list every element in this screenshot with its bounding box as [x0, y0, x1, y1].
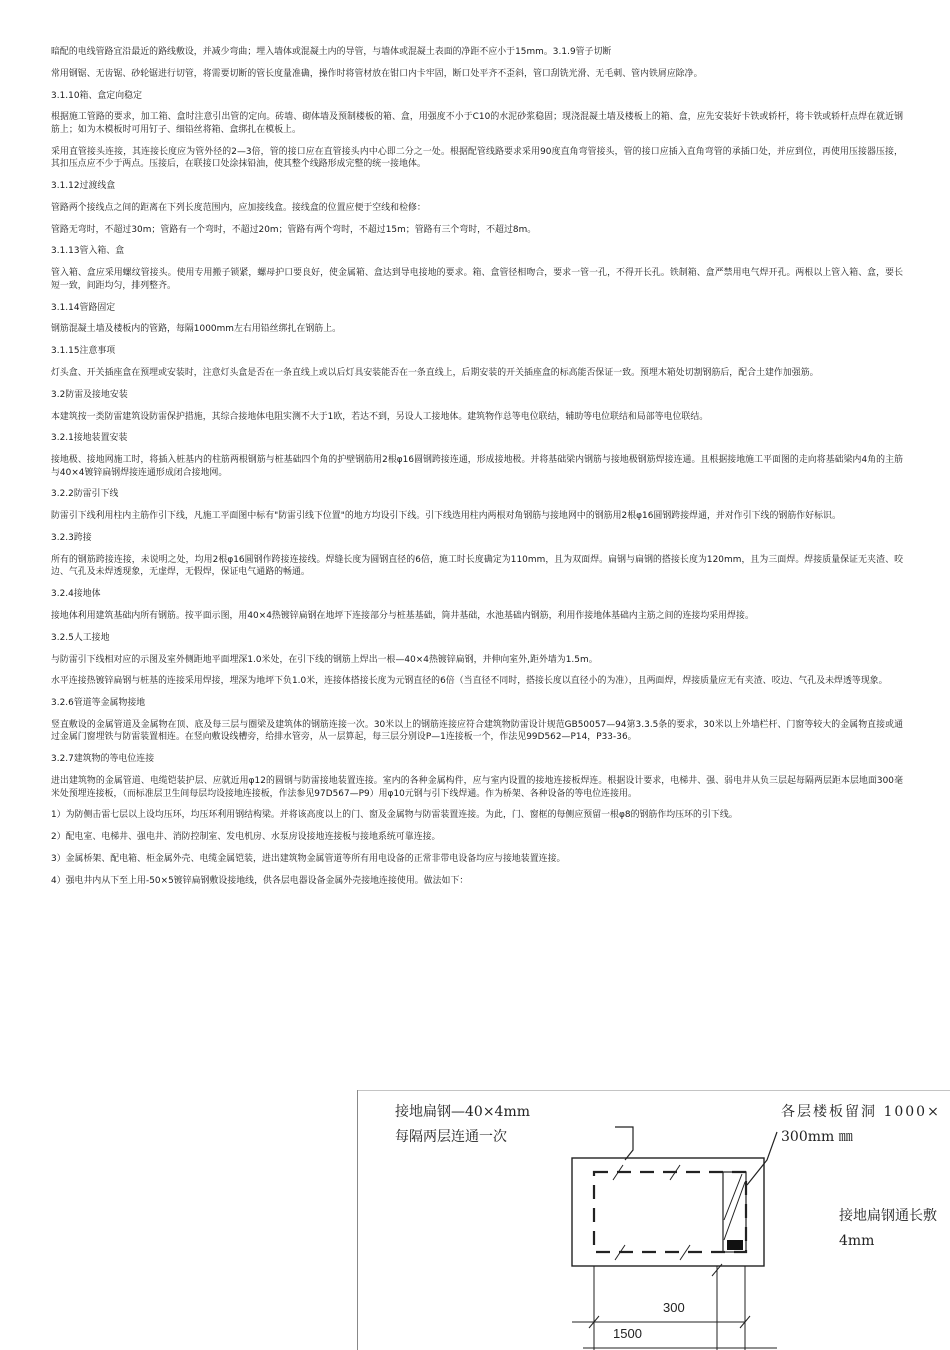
heading-3-1-12: 3.1.12过渡线盒 — [51, 181, 116, 192]
heading-3-2-4: 3.2.4接地体 — [51, 589, 101, 600]
heading-3-2-3: 3.2.3跨接 — [51, 533, 92, 543]
heading-3-2: 3.2防雷及接地安装 — [51, 389, 128, 400]
list-item-3: 3）金属桥架、配电箱、柜金属外壳、电缆金属铠装，进出建筑物金属管道等所有用电设备的正常非带电设备均应与接地装置连接。 — [51, 853, 566, 864]
paragraph-artificial-ground: 与防雷引下线相对应的示图及室外侧距地平面埋深1.0米处，在引下线的钢筋上焊出一根—40×4热镀锌扁钢，并伸向室外,距外墙为1.5m。 — [51, 654, 598, 665]
label-mid-1: 接地扁钢通长敷 — [839, 1208, 937, 1224]
paragraph-pipe-into-box: 管入箱、盒应采用螺纹管接头。使用专用搬子锁紧，螺母护口要良好，使金属箱、盒达到导电接地的要求。箱、盒管径相吻合，要求一管一孔，不得开长孔。铁制箱、盒严禁用电气焊开孔。两根以上管入箱、盒，要长短一致，间距均匀，排列整齐。 — [51, 268, 903, 291]
dim-label-1500: 1500 — [613, 1326, 642, 1341]
label-left-1: 接地扁钢—40×4mm — [395, 1104, 531, 1120]
label-mid-2: 4mm — [839, 1233, 875, 1249]
label-right-2: 300mm ㎜ — [781, 1129, 853, 1145]
grounding-detail-figure — [357, 1090, 950, 1350]
paragraph-pipe-cutting: 常用钢锯、无齿锯、砂轮锯进行切管，将需要切断的管长度量准确，操作时将管材放在钳口内卡牢固，断口处平齐不歪斜，管口刮铣光滑、无毛刺、管内铁屑应除净。 — [51, 68, 703, 79]
paragraph-horizontal-connection: 水平连接热镀锌扁钢与桩基的连接采用焊接，埋深为地坪下负1.0米，连接体搭接长度为元钢直径的6倍（当直径不同时，搭接长度以直径小的为准），且两面焊，焊接质量应无有夹渣、咬边、气孔及未焊透等现象。 — [51, 676, 888, 687]
heading-3-1-13: 3.1.13管入箱、盒 — [51, 246, 125, 257]
label-right-1: 各层楼板留洞 1000× — [781, 1104, 941, 1120]
paragraph-bridging: 所有的钢筋跨接连接，未说明之处，均用2根φ16圆钢作跨接连接线。焊缝长度为圆钢直径的6倍，施工时长度确定为110mm，且为双面焊。扁钢与扁钢的搭接长度为120mm，且为三面焊。焊接质量保证无夹渣、咬边、气孔及未焊透现象，无虚焊，无假焊，保证电气通路的畅通。 — [51, 554, 903, 578]
grounding-detail-drawing — [357, 1090, 950, 1350]
document-body — [51, 46, 903, 897]
heading-3-2-2: 3.2.2防雷引下线 — [51, 489, 119, 500]
heading-3-1-15: 3.1.15注意事项 — [51, 346, 116, 357]
paragraph-notes: 灯头盒、开关插座盒在预埋或安装时，注意灯头盒是否在一条直线上或以后灯具安装能否在一条直线上，后期安装的开关插座盒的标高能否保证一致。预埋木箱处切割钢筋后，配合土建作加强筋。 — [51, 367, 819, 378]
paragraph-metal-grounding: 竖直敷设的金属管道及金属物在顶、底及每三层与圈梁及建筑体的钢筋连接一次。30米以上的钢筋连接应符合建筑物防雷设计规范GB50057—94第3.3.5条的要求，30米以上外墙栏杆、门窗等较大的金属物直接或通过金属门窗埋铁与防雷装置相连。在竖向敷设线槽旁，给排水管旁，从一层算起，每三层分别设P—1连接板一个，作法见99D562—P14，P33-36。 — [51, 719, 903, 743]
paragraph-pipe-routing: 暗配的电线管路宜沿最近的路线敷设，并减少弯曲；埋入墙体或混凝土内的导管，与墙体或混凝土表面的净距不应小于15mm。3.1.9管子切断 — [51, 47, 612, 57]
heading-3-1-10: 3.1.10箱、盒定向稳定 — [51, 90, 143, 101]
list-item-4: 4）强电井内从下至上用-50×5镀锌扁钢敷设接地线，供各层电器设备金属外壳接地连接使用。做法如下： — [51, 875, 469, 886]
paragraph-box-orientation: 根据施工管路的要求，加工箱、盒时注意引出管的定向。砖墙、砌体墙及预制楼板的箱、盒，用强度不小于C10的水泥砂浆稳固；现浇混凝土墙及楼板上的箱、盒，应先安装好卡铁或轿杆，将卡铁或轿杆点焊在就近钢筋上；如为木模板时可用钉子、细铅丝将箱、盒绑扎在模板上。 — [51, 112, 903, 135]
heading-3-2-6: 3.2.6管道等金属物接地 — [51, 698, 146, 709]
paragraph-grounding-body: 接地体利用建筑基础内所有钢筋。按平面示图，用40×4热镀锌扁钢在地坪下连接部分与桩基基础，筒井基础，水池基础内钢筋，利用作接地体基础内主筋之间的连接均采用焊接。 — [51, 610, 754, 621]
paragraph-distance-limits: 管路无弯时，不超过30m；管路有一个弯时，不超过20m；管路有两个弯时，不超过15m；管路有三个弯时，不超过8m。 — [51, 224, 537, 235]
list-item-1: 1）为防侧击雷七层以上设均压环，均压环利用钢结构梁。并将该高度以上的门、窗及金属物与防雷装置连接。为此，门、窗框的每侧应预留一根φ8的钢筋作均压环的引下线。 — [51, 810, 738, 821]
paragraph-straight-joint: 采用直管接头连接，其连接长度应为管外径的2—3倍，管的接口应在直管接头内中心即二分之一处。根据配管线路要求采用90度直角弯管接头，管的接口应插入直角弯管的承插口处，并应到位，再使用压接器压接，其扣压点应不少于两点。压接后，在联接口处涂抹铅油，使其整个线路形成完整的统一接地体。 — [51, 146, 903, 170]
heading-3-2-7: 3.2.7建筑物的等电位连接 — [51, 754, 155, 765]
paragraph-junction-box: 管路两个接线点之间的距离在下列长度范围内，应加接线盒。接线盒的位置应便于空线和检修： — [51, 202, 426, 213]
paragraph-pipe-fixing: 钢筋混凝土墙及楼板内的管路，每隔1000mm左右用铅丝绑扎在钢筋上。 — [51, 324, 342, 335]
grounding-bar — [727, 1240, 743, 1250]
heading-3-2-5: 3.2.5人工接地 — [51, 632, 110, 643]
label-left-2: 每隔两层连通一次 — [395, 1129, 507, 1145]
paragraph-grounding-install: 接地极、接地网施工时，将插入桩基内的柱筋两根钢筋与桩基础四个角的护壁钢筋用2根φ16圆钢跨接连通，形成接地极。并将基础梁内钢筋与接地极钢筋焊接连通。且根据接地施工平面图的走向将基础梁内4角的主筋与40×4镀锌扁钢焊接连通形成闭合接地网。 — [51, 455, 903, 478]
paragraph-down-conductor: 防雷引下线利用柱内主筋作引下线，凡施工平面图中标有"防雷引线下位置"的地方均设引下线。引下线选用柱内两根对角钢筋与接地网中的钢筋用2根φ16圆钢跨接焊通，并对作引下线的钢筋作好标识。 — [51, 511, 841, 522]
paragraph-lightning-class: 本建筑按一类防雷建筑设防雷保护措施，其综合接地体电阻实测不大于1欧，若达不到，另设人工接地体。建筑物作总等电位联结，辅助等电位联结和局部等电位联结。 — [51, 411, 709, 422]
dim-label-300: 300 — [663, 1300, 685, 1315]
heading-3-2-1: 3.2.1接地装置安装 — [51, 433, 128, 444]
paragraph-equipotential: 进出建筑物的金属管道、电缆铠装护层、应就近用φ12的圆钢与防雷接地装置连接。室内的各种金属构件，应与室内设置的接地连接板焊连。根据设计要求，电梯井、强、弱电井从负三层起每隔两层距本层地面300毫米处预埋连接板，（而标准层卫生间每层均设接地连接板，作法参见97D567—P9）用φ10元钢与引下线焊通。作为桥架、各种设备的等电位连接用。 — [51, 776, 903, 799]
list-item-2: 2）配电室、电梯井、强电井、消防控制室、发电机房、水泵房设接地连接板与接地系统可靠连接。 — [51, 832, 441, 843]
leader-line-left — [615, 1127, 633, 1160]
heading-3-1-14: 3.1.14管路固定 — [51, 302, 116, 313]
